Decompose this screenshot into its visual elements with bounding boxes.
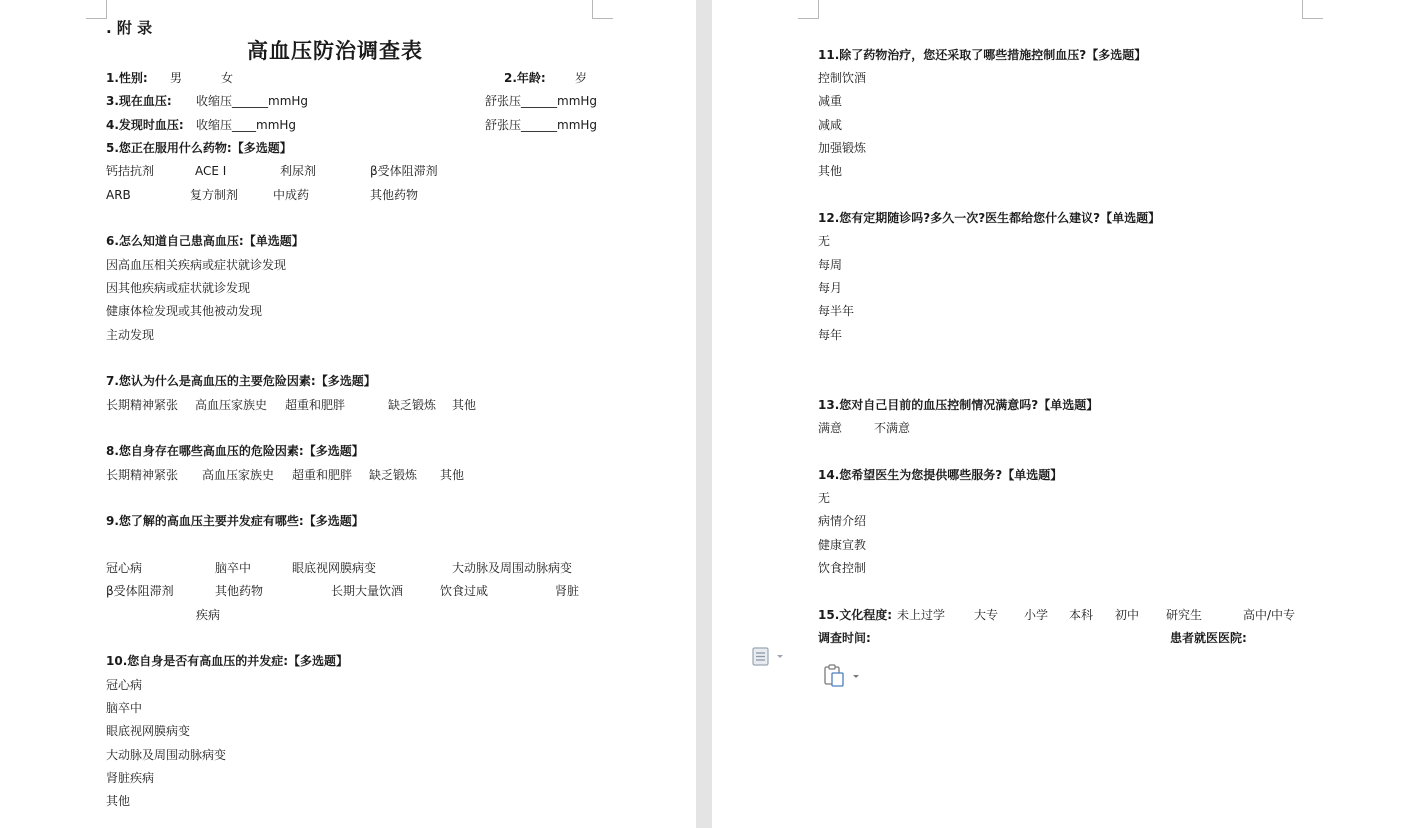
q15-option[interactable]: 小学: [1024, 608, 1049, 622]
margin-corner-marker: [86, 0, 107, 19]
q14-label: 14.您希望医生为您提供哪些服务?【单选题】: [818, 468, 1063, 482]
q7-option[interactable]: 长期精神紧张: [106, 398, 179, 412]
q12-option[interactable]: 无: [818, 234, 831, 248]
q9-option[interactable]: 饮食过咸: [440, 584, 489, 598]
q7-option[interactable]: 高血压家族史: [195, 398, 268, 412]
q12-option[interactable]: 每年: [818, 328, 843, 342]
margin-corner-marker: [798, 0, 819, 19]
q5-option[interactable]: 钙拮抗剂: [106, 164, 155, 178]
q10-option[interactable]: 眼底视网膜病变: [106, 724, 191, 738]
q8-option[interactable]: 超重和肥胖: [292, 468, 353, 482]
q12-label: 12.您有定期随诊吗?多久一次?医生都给您什么建议?【单选题】: [818, 211, 1161, 225]
q1-label: 1.性别:: [106, 71, 148, 85]
q11-option[interactable]: 减重: [818, 94, 843, 108]
q11-option[interactable]: 减咸: [818, 118, 843, 132]
q2-label: 2.年龄:: [504, 71, 546, 85]
q8-option[interactable]: 高血压家族史: [202, 468, 275, 482]
q10-option[interactable]: 脑卒中: [106, 701, 143, 715]
q8-option[interactable]: 缺乏锻炼: [369, 468, 418, 482]
q7-option[interactable]: 其他: [452, 398, 477, 412]
q15-option[interactable]: 研究生: [1166, 608, 1203, 622]
q8-label: 8.您自身存在哪些高血压的危险因素:【多选题】: [106, 444, 364, 458]
q5-option[interactable]: β受体阻滞剂: [370, 164, 438, 178]
q5-option[interactable]: 复方制剂: [190, 188, 239, 202]
q1-option-female[interactable]: 女: [221, 71, 234, 85]
q9-option[interactable]: 脑卒中: [215, 561, 252, 575]
q3-systolic[interactable]: 收缩压______mmHg: [196, 94, 309, 108]
document-list-icon: [752, 647, 788, 667]
q15-label: 15.文化程度:: [818, 608, 893, 622]
q1-option-male[interactable]: 男: [170, 71, 183, 85]
q15-option[interactable]: 高中/中专: [1243, 608, 1296, 622]
q11-option[interactable]: 其他: [818, 164, 843, 178]
margin-corner-marker: [1302, 0, 1323, 19]
q11-label: 11.除了药物治疗，您还采取了哪些措施控制血压?【多选题】: [818, 48, 1147, 62]
q10-option[interactable]: 大动脉及周围动脉病变: [106, 748, 227, 762]
q13-label: 13.您对自己目前的血压控制情况满意吗?【单选题】: [818, 398, 1099, 412]
appendix-heading: . 附 录: [106, 19, 153, 37]
q3-label: 3.现在血压:: [106, 94, 172, 108]
q4-label: 4.发现时血压:: [106, 118, 184, 132]
q10-option[interactable]: 冠心病: [106, 678, 143, 692]
q15-option[interactable]: 本科: [1069, 608, 1094, 622]
q2-unit: 岁: [575, 71, 588, 85]
q14-option[interactable]: 病情介绍: [818, 514, 867, 528]
q13-option[interactable]: 不满意: [874, 421, 911, 435]
q9-option[interactable]: 其他药物: [215, 584, 264, 598]
chevron-down-icon: [777, 655, 783, 658]
q5-label: 5.您正在服用什么药物:【多选题】: [106, 141, 292, 155]
q13-option[interactable]: 满意: [818, 421, 843, 435]
q7-option[interactable]: 超重和肥胖: [285, 398, 346, 412]
q6-option[interactable]: 因高血压相关疾病或症状就诊发现: [106, 258, 287, 272]
q10-option[interactable]: 其他: [106, 794, 131, 808]
document-page-right: [712, 0, 1406, 828]
q15-option[interactable]: 大专: [974, 608, 999, 622]
q6-option[interactable]: 主动发现: [106, 328, 155, 342]
q3-diastolic[interactable]: 舒张压______mmHg: [485, 94, 598, 108]
q10-label: 10.您自身是否有高血压的并发症:【多选题】: [106, 654, 349, 668]
q5-option[interactable]: 利尿剂: [280, 164, 317, 178]
q9-option[interactable]: 大动脉及周围动脉病变: [452, 561, 573, 575]
q15-option[interactable]: 初中: [1115, 608, 1140, 622]
chevron-down-icon: [853, 675, 859, 678]
q4-systolic[interactable]: 收缩压____mmHg: [196, 118, 297, 132]
survey-time-label: 调查时间:: [818, 631, 871, 645]
q14-option[interactable]: 无: [818, 491, 831, 505]
q6-option[interactable]: 因其他疾病或症状就诊发现: [106, 281, 251, 295]
q8-option[interactable]: 长期精神紧张: [106, 468, 179, 482]
q5-option[interactable]: ACE I: [195, 164, 227, 178]
q6-label: 6.怎么知道自己患高血压:【单选题】: [106, 234, 304, 248]
page-gap: [696, 0, 712, 828]
q9-option[interactable]: 疾病: [196, 608, 221, 622]
q15-option[interactable]: 未上过学: [897, 608, 946, 622]
paste-options-button[interactable]: [822, 664, 862, 694]
q5-option[interactable]: ARB: [106, 188, 131, 202]
q11-option[interactable]: 加强锻炼: [818, 141, 867, 155]
q14-option[interactable]: 健康宣教: [818, 538, 867, 552]
q11-option[interactable]: 控制饮酒: [818, 71, 867, 85]
q12-option[interactable]: 每半年: [818, 304, 855, 318]
paste-options-icon: [822, 664, 862, 690]
q9-option[interactable]: 肾脏: [555, 584, 580, 598]
q10-option[interactable]: 肾脏疾病: [106, 771, 155, 785]
q8-option[interactable]: 其他: [440, 468, 465, 482]
q7-option[interactable]: 缺乏锻炼: [388, 398, 437, 412]
q12-option[interactable]: 每周: [818, 258, 843, 272]
q9-option[interactable]: 眼底视网膜病变: [292, 561, 377, 575]
q14-option[interactable]: 饮食控制: [818, 561, 867, 575]
q9-option[interactable]: 长期大量饮酒: [331, 584, 404, 598]
q9-label: 9.您了解的高血压主要并发症有哪些:【多选题】: [106, 514, 364, 528]
q9-option[interactable]: β受体阻滞剂: [106, 584, 174, 598]
q6-option[interactable]: 健康体检发现或其他被动发现: [106, 304, 263, 318]
document-page-left: [0, 0, 696, 828]
document-options-button[interactable]: [752, 647, 788, 671]
q5-option[interactable]: 中成药: [273, 188, 310, 202]
survey-title: 高血压防治调查表: [247, 38, 423, 63]
q5-option[interactable]: 其他药物: [370, 188, 419, 202]
hospital-label: 患者就医医院:: [1170, 631, 1247, 645]
q12-option[interactable]: 每月: [818, 281, 843, 295]
q4-diastolic[interactable]: 舒张压______mmHg: [485, 118, 598, 132]
q7-label: 7.您认为什么是高血压的主要危险因素:【多选题】: [106, 374, 376, 388]
q9-option[interactable]: 冠心病: [106, 561, 143, 575]
margin-corner-marker: [592, 0, 613, 19]
